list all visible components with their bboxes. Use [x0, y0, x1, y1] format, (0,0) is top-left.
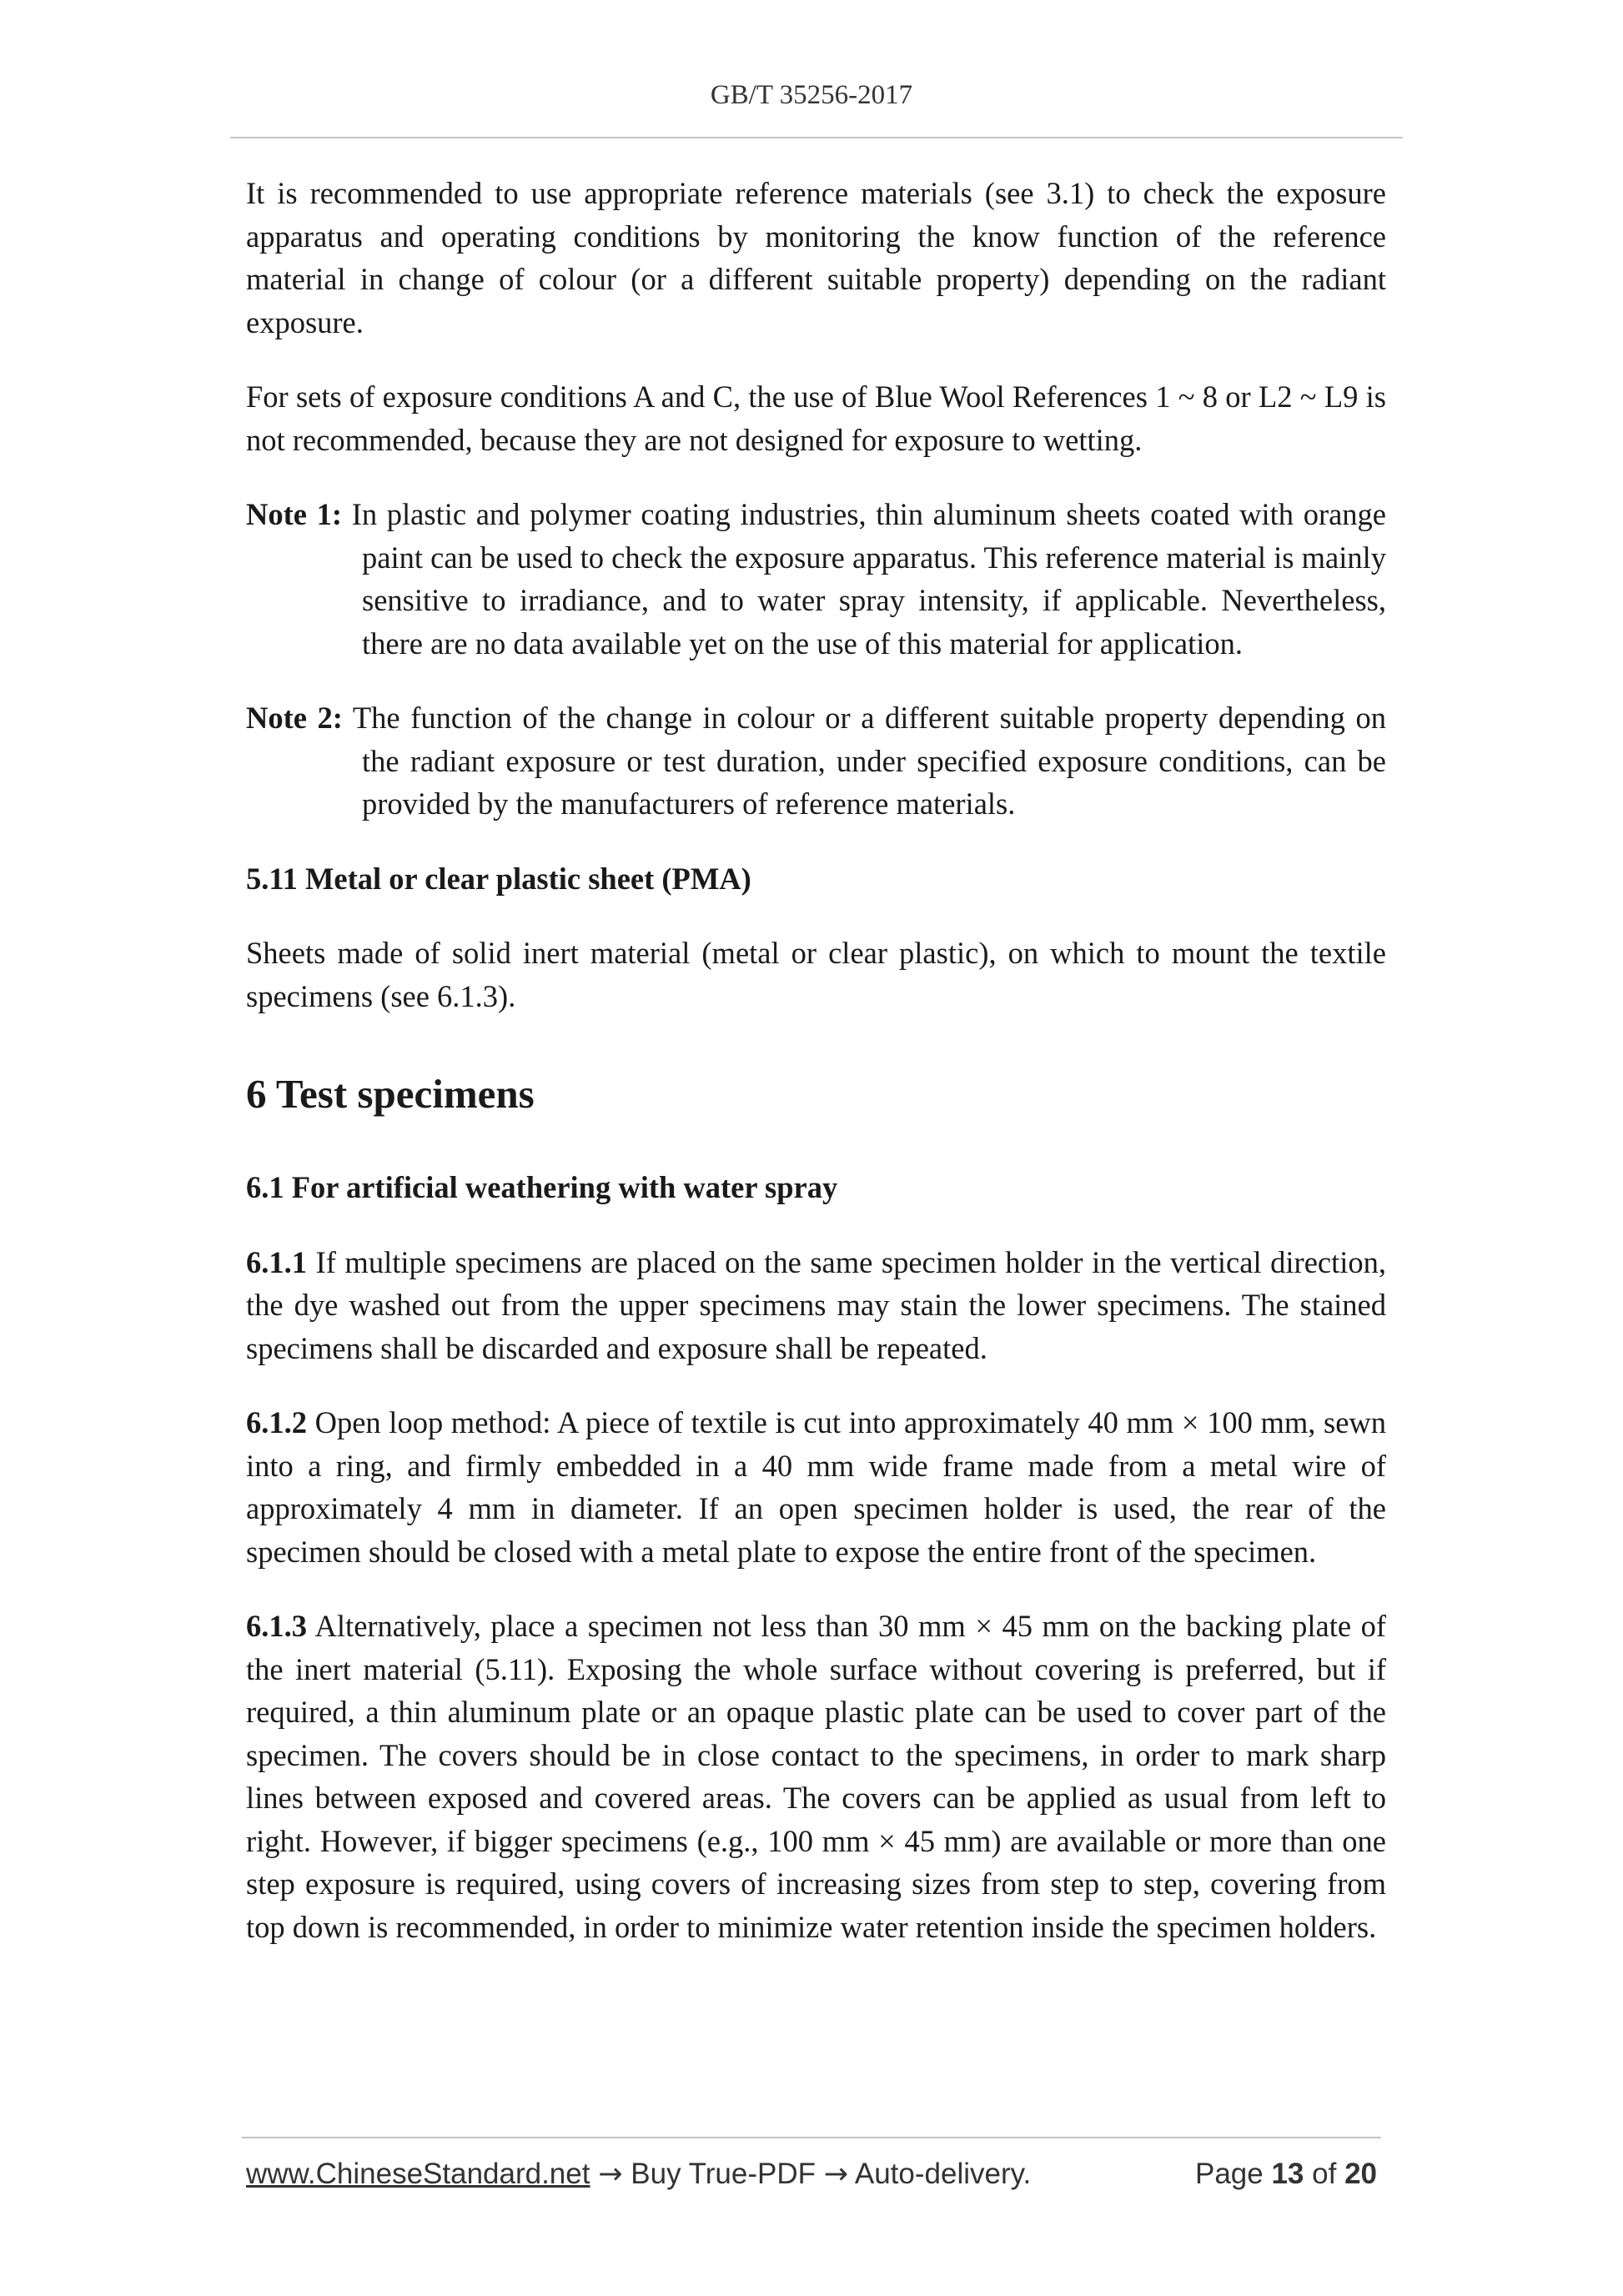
heading-6-1: 6.1 For artificial weathering with water spray	[246, 1170, 838, 1204]
clause-6-1-1-number: 6.1.1	[246, 1244, 307, 1279]
heading-6: 6 Test specimens	[246, 1071, 535, 1117]
website-link[interactable]: www.ChineseStandard.net	[246, 2158, 590, 2190]
paragraph-5-11: Sheets made of solid inert material (metal or clear plastic), on which to mount the textile specimens (see 6.1.3).	[246, 936, 1386, 1013]
clause-6-1-2	[246, 1401, 1386, 1573]
current-page-number: 13	[1271, 2158, 1304, 2190]
arrow-right-icon: →	[823, 2158, 849, 2191]
paragraph-reference-materials: It is recommended to use appropriate reference materials (see 3.1) to check the exposure apparatus and operating conditions by monitoring the know function of the reference material in change of colour (or a different suitable property) depending on the radiant exposure.	[246, 176, 1386, 339]
note-1-label: Note 1:	[246, 497, 343, 531]
heading-5-11: 5.11 Metal or clear plastic sheet (PMA)	[246, 861, 751, 896]
arrow-right-icon: →	[598, 2158, 623, 2191]
document-body	[246, 172, 1386, 1980]
note-2-label: Note 2:	[246, 701, 343, 735]
page-indicator	[1195, 2158, 1377, 2191]
clause-6-1-2-number: 6.1.2	[246, 1405, 307, 1439]
clause-6-1-3-number: 6.1.3	[246, 1609, 307, 1643]
clause-6-1-1-text: If multiple specimens are placed on the same specimen holder in the vertical direction, the dye washed out from the upper specimens may stain the lower specimens. The stained specimens shall be discarded and exposure shall be repeated.	[246, 1244, 1386, 1365]
header-divider	[230, 137, 1403, 138]
page-word: Page	[1194, 2158, 1264, 2190]
clause-6-1-1	[246, 1241, 1386, 1370]
footer-promo	[246, 2158, 1031, 2191]
clause-6-1-3	[246, 1605, 1386, 1948]
note-1-text: In plastic and polymer coating industries, thin aluminum sheets coated with orange paint can be used to check the exposure apparatus. This reference material is mainly sensitive to irradiance, and to water spray intensity, if applicable. Nevertheless, there are no data available yet on the use of this material for application.	[351, 497, 1387, 661]
clause-6-1-2-text: Open loop method: A piece of textile is cut into approximately 40 mm × 100 mm, sewn into a ring, and firmly embedded in a 40 mm wide frame made from a metal wire of approximately 4 mm in diameter. If an open specimen holder is used, the rear of the specimen should be closed with a metal plate to expose the entire front of the specimen.	[246, 1405, 1387, 1569]
footer-divider	[242, 2137, 1381, 2138]
document-header: GB/T 35256-2017	[710, 80, 913, 110]
page-footer	[246, 2158, 1377, 2191]
clause-6-1-3-text: Alternatively, place a specimen not less than 30 mm × 45 mm on the backing plate of the inert material (5.11). Exposing the whole surface without covering is preferred, but if required, a thin aluminum plate or an opaque plastic plate can be used to cover part of the specimen. The covers should be in close contact to the specimens, in order to mark sharp lines between exposed and covered areas. The covers can be applied as usual from left to right. However, if bigger specimens (e.g., 100 mm × 45 mm) are available or more than one step exposure is required, using covers of increasing sizes from step to step, covering from top down is recommended, in order to minimize water retention inside the specimen holders.	[246, 1609, 1386, 1944]
paragraph-blue-wool: For sets of exposure conditions A and C, the use of Blue Wool References 1 ~ 8 or L2 ~ L9 is not recommended, because they are not designed for exposure to wetting.	[246, 379, 1386, 457]
note-2-text: The function of the change in colour or a different suitable property depending on the radiant exposure or test duration, under specified exposure conditions, can be provided by the manufacturers of reference materials.	[352, 701, 1387, 821]
note-1	[246, 493, 1386, 665]
total-pages-number: 20	[1344, 2158, 1377, 2190]
auto-delivery-text: Auto-delivery.	[854, 2158, 1032, 2190]
buy-true-pdf-text: Buy True-PDF	[631, 2158, 816, 2190]
note-2	[246, 696, 1386, 826]
of-word: of	[1312, 2158, 1337, 2190]
